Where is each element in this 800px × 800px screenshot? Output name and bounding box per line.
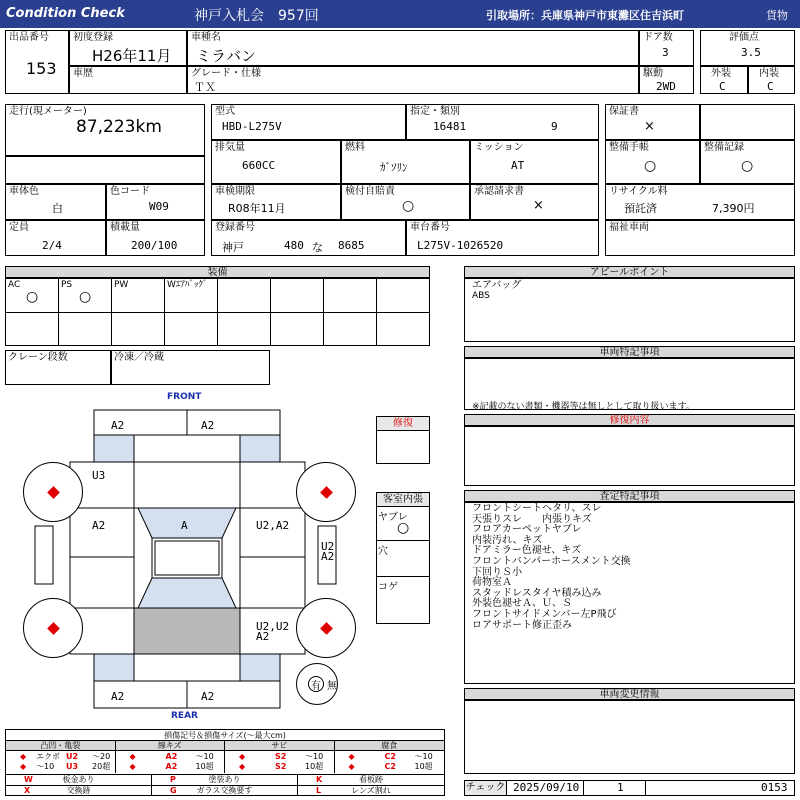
- chassis-value: L275V-1026520: [417, 239, 504, 252]
- grade-label: グレード・仕様: [191, 68, 261, 79]
- legend-group-row: [116, 752, 225, 762]
- name-label: 車種名: [191, 32, 221, 43]
- approval-value: ×: [533, 198, 544, 213]
- inspect-line: スタッドレスタイヤ積み込み: [472, 587, 602, 599]
- recycle-fee: 7,390円: [712, 202, 755, 215]
- legend-cell: C2: [384, 762, 396, 771]
- legend-dot: ◆: [239, 752, 246, 761]
- inspect-line: フロントバンパーホースメント交換: [472, 555, 631, 567]
- legend-cell: 20超: [92, 762, 111, 771]
- inspect-line: 下回りＳ小: [472, 566, 522, 578]
- legend-cell: A2: [165, 762, 178, 771]
- capacity-value: 2/4: [42, 239, 62, 252]
- legend-code: X: [24, 786, 31, 795]
- legend-cell: 〜10: [36, 762, 55, 771]
- mark-right-side-2: A2: [321, 550, 335, 563]
- legend-code-text: レンズ割れ: [351, 786, 391, 795]
- equip-pw-label: PW: [114, 280, 129, 290]
- cabin-hole-label: 穴: [378, 546, 388, 557]
- ext-value: C: [719, 80, 726, 93]
- front-label: FRONT: [167, 392, 202, 402]
- legend-cell: 10超: [414, 762, 433, 771]
- vehicle-category: 貨物: [766, 9, 788, 22]
- sheet-title: Condition Check: [6, 6, 125, 21]
- change-header: 車両変更情報: [464, 688, 795, 700]
- legend-codes: [6, 774, 444, 796]
- fuel-label: 燃料: [345, 142, 365, 153]
- appeal-box: [464, 278, 795, 342]
- check-date: 2025/09/10: [513, 781, 580, 794]
- record-value: ○: [741, 158, 754, 174]
- inspect-line: ロアサポート修正歪み: [472, 619, 572, 631]
- legend-code-text: 看板跡: [359, 775, 383, 784]
- first-reg-label: 初度登録: [73, 32, 113, 43]
- legend-cell: U3: [66, 762, 79, 771]
- legend-group-head: サビ: [225, 741, 334, 751]
- legend-cell: U2: [66, 752, 79, 761]
- reg-area: 神戸: [222, 241, 244, 254]
- check-id: 0153: [761, 781, 788, 794]
- insurance-value: ○: [402, 198, 415, 214]
- recycle-label: リサイクル料: [609, 186, 668, 197]
- score-value: 3.5: [741, 46, 761, 59]
- legend-code: P: [170, 775, 176, 784]
- inspect-line: フロントシートヘタリ、スレ: [472, 503, 602, 514]
- legend-code: W: [24, 775, 33, 784]
- special-header: 車両特記事項: [464, 346, 795, 358]
- lot-label: 出品番号: [9, 32, 49, 43]
- legend-code-item: [6, 785, 152, 796]
- car-name: ミラバン: [196, 47, 257, 65]
- check-row: [464, 780, 795, 796]
- recycle-status: 預託済: [624, 202, 657, 215]
- pickup-location: 引取場所：兵庫県神戸市東灘区住吉浜町: [486, 9, 684, 22]
- rear-label: REAR: [171, 711, 198, 721]
- legend-dot: ◆: [239, 762, 246, 771]
- inspect-line: 天張りスレ 内張りキズ: [472, 513, 592, 525]
- maintenance-label: 整備手帳: [609, 142, 649, 153]
- mark-right-front: U2,A2: [256, 519, 290, 532]
- legend-group-head: 凸凹・亀裂: [6, 741, 115, 751]
- mark-right-side-1: U2: [321, 540, 335, 553]
- legend-group-row: [225, 762, 334, 772]
- displacement-value: 660CC: [242, 159, 276, 172]
- change-box: [464, 700, 795, 774]
- legend-code-text: 塗装あり: [208, 775, 241, 784]
- legend-group-head: 腐食: [335, 741, 445, 751]
- check-num: 1: [617, 781, 624, 794]
- legend-cell: エクボ: [36, 752, 60, 761]
- load-label: 積載量: [110, 222, 140, 233]
- inspection-label: 車検期限: [215, 186, 255, 197]
- fuel-value: ｶﾞｿﾘﾝ: [380, 161, 408, 174]
- mark-right-rear-2: A2: [256, 630, 270, 643]
- inspect-line: ドアミラー色褪せ、キズ: [472, 545, 582, 557]
- repair-label: 修復: [377, 417, 429, 431]
- equip-wairbag-label: Wｴｱﾊﾞｯｸﾞ: [167, 280, 208, 290]
- equip-ps-label: PS: [61, 280, 73, 290]
- designation-value: 16481: [433, 120, 467, 133]
- inspect-lines: [472, 504, 631, 631]
- cabin-box: [376, 492, 430, 624]
- approval-label: 承認請求書: [474, 186, 524, 197]
- equipment-header: 装備: [5, 266, 430, 278]
- inspection-value: R08年11月: [228, 202, 286, 215]
- mark-roof: A: [181, 519, 188, 532]
- special-box: [464, 358, 795, 410]
- legend-cell: 10超: [305, 762, 324, 771]
- mark-right-rear-1: U2,U2: [256, 620, 290, 633]
- inspect-header: 査定特記事項: [464, 490, 795, 502]
- wheel-front-left: [23, 462, 83, 522]
- designation-label: 指定・類別: [410, 106, 460, 117]
- cabin-burn-label: コゲ: [378, 582, 398, 593]
- load-value: 200/100: [131, 239, 178, 252]
- mission-value: AT: [511, 159, 525, 172]
- legend-groups: [6, 741, 444, 773]
- legend-code-item: [152, 774, 298, 785]
- legend-cell: 〜10: [195, 752, 214, 761]
- reg-num: 8685: [338, 239, 365, 252]
- mileage-value: 87,223km: [76, 117, 162, 137]
- repair-content-header: 修復内容: [464, 414, 795, 426]
- legend-group-row: [6, 752, 115, 762]
- venue-title: 神戸入札会 957回: [194, 8, 319, 24]
- check-label: チェック: [465, 782, 506, 793]
- legend-group: [335, 741, 445, 773]
- legend-dot: ◆: [348, 762, 355, 771]
- repair-box: [376, 416, 430, 464]
- legend-code-text: ガラス交換要す: [196, 786, 253, 795]
- legend-box: [5, 729, 445, 796]
- legend-dot: ◆: [129, 762, 136, 771]
- mileage-label: 走行(現メーター): [9, 106, 87, 117]
- model-value: HBD-L275V: [222, 120, 282, 133]
- capacity-label: 定員: [9, 222, 29, 233]
- legend-dot: ◆: [20, 762, 27, 771]
- fridge-label: 冷凍／冷蔵: [114, 352, 164, 363]
- inspect-line: 内装汚れ、キズ: [472, 534, 543, 546]
- body-color-label: 車体色: [9, 186, 39, 197]
- mission-label: ミッション: [474, 142, 524, 153]
- legend-cell: S2: [275, 762, 287, 771]
- repair-content-box: [464, 426, 795, 486]
- equip-ac-mark: ○: [26, 289, 39, 305]
- equip-ac-label: AC: [8, 280, 21, 290]
- legend-code-item: [298, 774, 444, 785]
- doors-label: ドア数: [643, 32, 673, 43]
- legend-code: L: [316, 786, 322, 795]
- legend-code: K: [316, 775, 323, 784]
- appeal-line-2: ABS: [472, 291, 490, 301]
- reg-no-label: 登録番号: [215, 222, 255, 233]
- legend-cell: 〜10: [414, 752, 433, 761]
- legend-group: [6, 741, 116, 773]
- first-reg-value: H26年11月: [92, 47, 172, 65]
- legend-code-item: [152, 785, 298, 796]
- legend-cell: 〜20: [92, 752, 111, 761]
- mark-left-door: A2: [92, 519, 106, 532]
- appeal-line-1: エアバッグ: [472, 280, 522, 291]
- spare-yes: 有: [311, 681, 321, 692]
- legend-code-item: [6, 774, 152, 785]
- legend-cell: S2: [275, 752, 287, 761]
- mark-rear-right: A2: [201, 690, 215, 703]
- int-label: 内装: [759, 68, 779, 79]
- legend-group: [116, 741, 226, 773]
- legend-cell: A2: [165, 752, 178, 761]
- special-note: ※記載のない書類・機器等は無しとして取り扱います。: [472, 402, 695, 412]
- legend-code-text: 交換跡: [66, 786, 91, 795]
- inspect-line: 外装色褪せＡ、Ｕ、Ｓ: [472, 598, 572, 610]
- category-no-value: 9: [551, 120, 558, 133]
- wheel-rear-right: [296, 598, 356, 658]
- cabin-tear-label: ヤブレ: [378, 512, 408, 523]
- model-label: 型式: [215, 106, 235, 117]
- legend-dot: ◆: [129, 752, 136, 761]
- legend-group-row: [225, 752, 334, 762]
- grade-value: ＴＸ: [194, 81, 216, 94]
- legend-group-row: [335, 752, 445, 762]
- legend-dot: ◆: [20, 752, 27, 761]
- history-label: 車歴: [73, 68, 93, 79]
- inspect-line: フロントサイドメンバー左P飛び: [472, 608, 617, 620]
- legend-dot: ◆: [348, 752, 355, 761]
- drive-label: 駆動: [643, 68, 663, 79]
- legend-cell: 〜10: [305, 752, 324, 761]
- cabin-tear-mark: ○: [397, 520, 410, 536]
- legend-group: [225, 741, 335, 773]
- spare-no: 無: [327, 681, 337, 692]
- mark-front-right: A2: [201, 419, 215, 432]
- legend-code-item: [298, 785, 444, 796]
- mark-u3: U3: [92, 469, 106, 482]
- color-code-value: W09: [149, 200, 169, 213]
- legend-cell: 10超: [195, 762, 214, 771]
- legend-group-row: [335, 762, 445, 772]
- lot-number: 153: [26, 59, 57, 78]
- doors-value: 3: [662, 46, 669, 59]
- wheel-rear-left: [23, 598, 83, 658]
- equip-ps-mark: ○: [79, 289, 92, 305]
- drive-value: 2WD: [656, 80, 676, 93]
- cabin-label: 客室内張: [377, 493, 429, 507]
- int-value: C: [767, 80, 774, 93]
- record-label: 整備記録: [704, 142, 744, 153]
- reg-kana: な: [312, 241, 323, 254]
- inspect-box: [464, 502, 795, 684]
- inspect-line: 荷物室Ａ: [472, 577, 512, 589]
- inspect-line: フロアカーペットヤブレ: [472, 524, 582, 536]
- appeal-header: アピールポイント: [464, 266, 795, 278]
- legend-group-row: [6, 762, 115, 772]
- legend-code-text: 板金あり: [62, 775, 95, 784]
- wheel-front-right: [296, 462, 356, 522]
- legend-group-row: [116, 762, 225, 772]
- mark-rear-left: A2: [111, 690, 125, 703]
- insurance-label: 検付自賠責: [345, 186, 395, 197]
- warranty-value: ×: [644, 119, 655, 134]
- mark-front-left: A2: [111, 419, 125, 432]
- ext-label: 外装: [711, 68, 731, 79]
- legend-group-head: 線キズ: [116, 741, 225, 751]
- legend-code: G: [170, 786, 177, 795]
- reg-class: 480: [284, 239, 304, 252]
- legend-title: 損傷記号＆損傷サイズ(〜最大cm): [6, 730, 444, 741]
- score-label: 評価点: [729, 32, 759, 43]
- crane-label: クレーン段数: [8, 352, 68, 363]
- warranty-label: 保証書: [609, 106, 639, 117]
- maintenance-value: ○: [644, 158, 657, 174]
- chassis-label: 車台番号: [410, 222, 450, 233]
- color-code-label: 色コード: [110, 186, 150, 197]
- legend-cell: C2: [384, 752, 396, 761]
- welfare-label: 福祉車両: [609, 222, 649, 233]
- displacement-label: 排気量: [215, 142, 245, 153]
- body-color-value: 白: [52, 202, 63, 215]
